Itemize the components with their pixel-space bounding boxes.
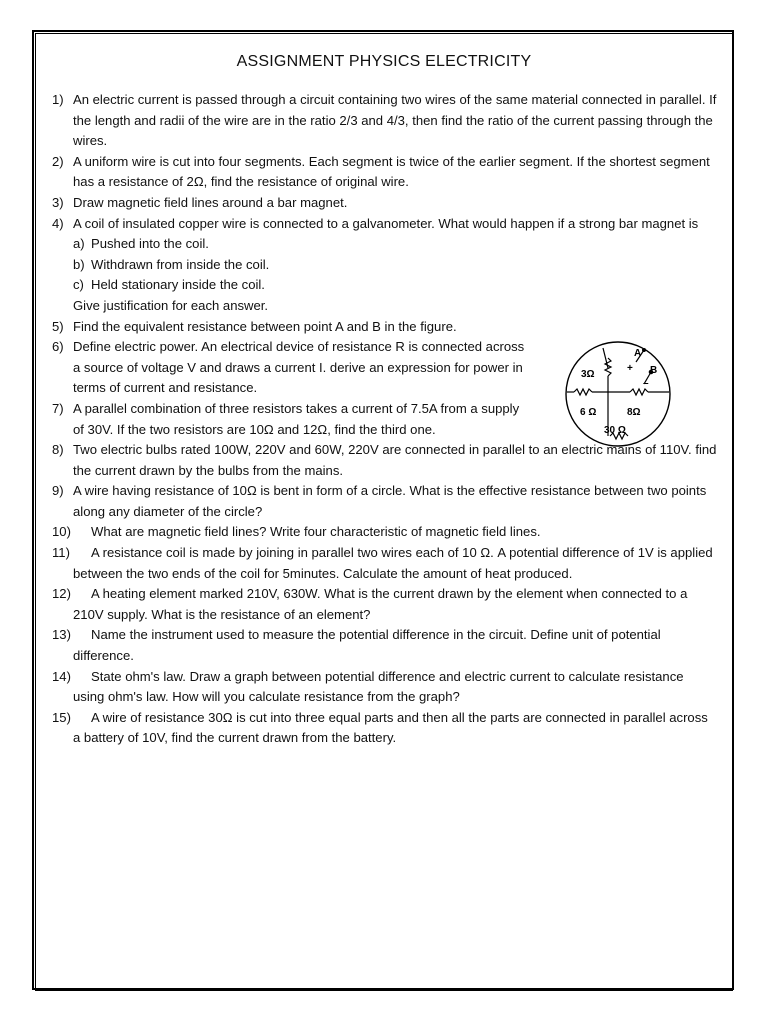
question-12 (52, 584, 717, 625)
question-5 (52, 317, 528, 338)
question-text: What are magnetic field lines? Write four characteristic of magnetic field lines. (91, 524, 541, 540)
question-3 (52, 193, 717, 214)
question-number: 2) (52, 153, 64, 169)
question-14 (52, 667, 717, 708)
question-4 (52, 214, 717, 235)
question-2 (52, 152, 717, 193)
sub-question-b (52, 255, 717, 276)
resistor-6-ohm (574, 389, 592, 395)
question-number: 12) (52, 586, 71, 602)
question-text: State ohm's law. Draw a graph between potential difference and electric current to calculate resistance using ohm's law. How will you calculate resistance from the graph? (73, 668, 684, 705)
question-text: A uniform wire is cut into four segments. Each segment is twice of the earlier segment. If the shortest segment has a resistance of 2Ω, find the resistance of original wire. (73, 153, 710, 190)
question-text: Two electric bulbs rated 100W, 220V and 60W, 220V are connected in parallel to an electric mains of 110V. find the current drawn by the bulbs from the mains. (73, 442, 717, 478)
question-9 (52, 481, 717, 522)
point-b-label: B (650, 365, 658, 376)
question-text: A resistance coil is made by joining in parallel two wires each of 10 Ω. A potential difference of 1V is applied between the two ends of the coil for 5minutes. Calculate the amount of heat produced. (73, 545, 713, 581)
sub-question-text: Held stationary inside the coil. (91, 277, 265, 293)
question-1 (52, 90, 717, 152)
question-text: A wire of resistance 30Ω is cut into three equal parts and then all the parts are connected in parallel across a battery of 10V, find the current drawn from the battery. (73, 709, 708, 746)
circuit-figure (548, 336, 688, 456)
question-number: 14) (52, 668, 71, 684)
resistor-8-ohm (630, 389, 648, 395)
question-number: 11) (52, 545, 70, 561)
question-7 (52, 399, 528, 440)
question-number: 6) (52, 339, 64, 355)
sub-question-c (52, 275, 717, 296)
question-number: 5) (52, 318, 64, 334)
sub-question-letter: c) (73, 277, 84, 293)
question-number: 1) (52, 92, 64, 107)
question-10 (52, 522, 717, 543)
sub-question-a (52, 234, 717, 255)
question-text: A wire having resistance of 10Ω is bent in form of a circle. What is the effective resistance between two points along any diameter of the circle? (73, 483, 707, 519)
question-text: A parallel combination of three resistors takes a current of 7.5A from a supply of 30V. If the two resistors are 10Ω and 12Ω, find the third one. (73, 400, 520, 437)
minus-sign: – (643, 378, 649, 389)
point-a-terminal (642, 348, 646, 352)
sub-question-text: Withdrawn from inside the coil. (91, 256, 270, 272)
question-number: 9) (52, 483, 64, 499)
question-number: 8) (52, 442, 64, 458)
question-number: 10) (52, 524, 71, 540)
point-a-label: A (634, 348, 642, 359)
question-number: 4) (52, 215, 64, 231)
resistor-6-ohm-label: 6 Ω (580, 407, 597, 418)
question-4-justification: Give justification for each answer. (73, 297, 269, 313)
resistor-8-ohm-label: 8Ω (627, 407, 641, 418)
question-number: 15) (52, 709, 71, 725)
question-number: 13) (52, 627, 71, 643)
page-title: ASSIGNMENT PHYSICS ELECTRICITY (236, 53, 532, 70)
question-text: Draw magnetic field lines around a bar magnet. (73, 194, 348, 210)
question-13 (52, 625, 717, 666)
resistor-30-ohm-label: 30 Ω (604, 425, 626, 436)
sub-question-letter: b) (73, 256, 85, 272)
question-text: Define electric power. An electrical device of resistance R is connected across a source of voltage V and draws a current I. derive an expression for power in terms of current and resistance. (73, 339, 525, 396)
question-15 (52, 708, 717, 749)
question-text: Find the equivalent resistance between point A and B in the figure. (73, 318, 457, 334)
question-number: 7) (52, 400, 64, 416)
question-text: A heating element marked 210V, 630W. What is the current drawn by the element when connected to a 210V supply. What is the resistance of an element? (73, 586, 688, 622)
question-text: A coil of insulated copper wire is connected to a galvanometer. What would happen if a strong bar magnet is (73, 215, 699, 231)
plus-sign: + (627, 363, 633, 374)
circuit-diagram (548, 336, 688, 456)
sub-question-letter: a) (73, 236, 85, 252)
question-6 (52, 337, 528, 399)
question-text: An electric current is passed through a circuit containing two wires of the same material connected in parallel. If the length and radii of the wire are in the ratio 2/3 and 4/3, then find the ratio of the current passing through the wires. (73, 92, 717, 149)
sub-question-text: Pushed into the coil. (91, 236, 209, 252)
question-number: 3) (52, 194, 64, 210)
resistor-3-ohm-label: 3Ω (581, 369, 595, 380)
question-11 (52, 543, 717, 584)
question-text: Name the instrument used to measure the potential difference in the circuit. Define unit of potential difference. (73, 627, 661, 664)
